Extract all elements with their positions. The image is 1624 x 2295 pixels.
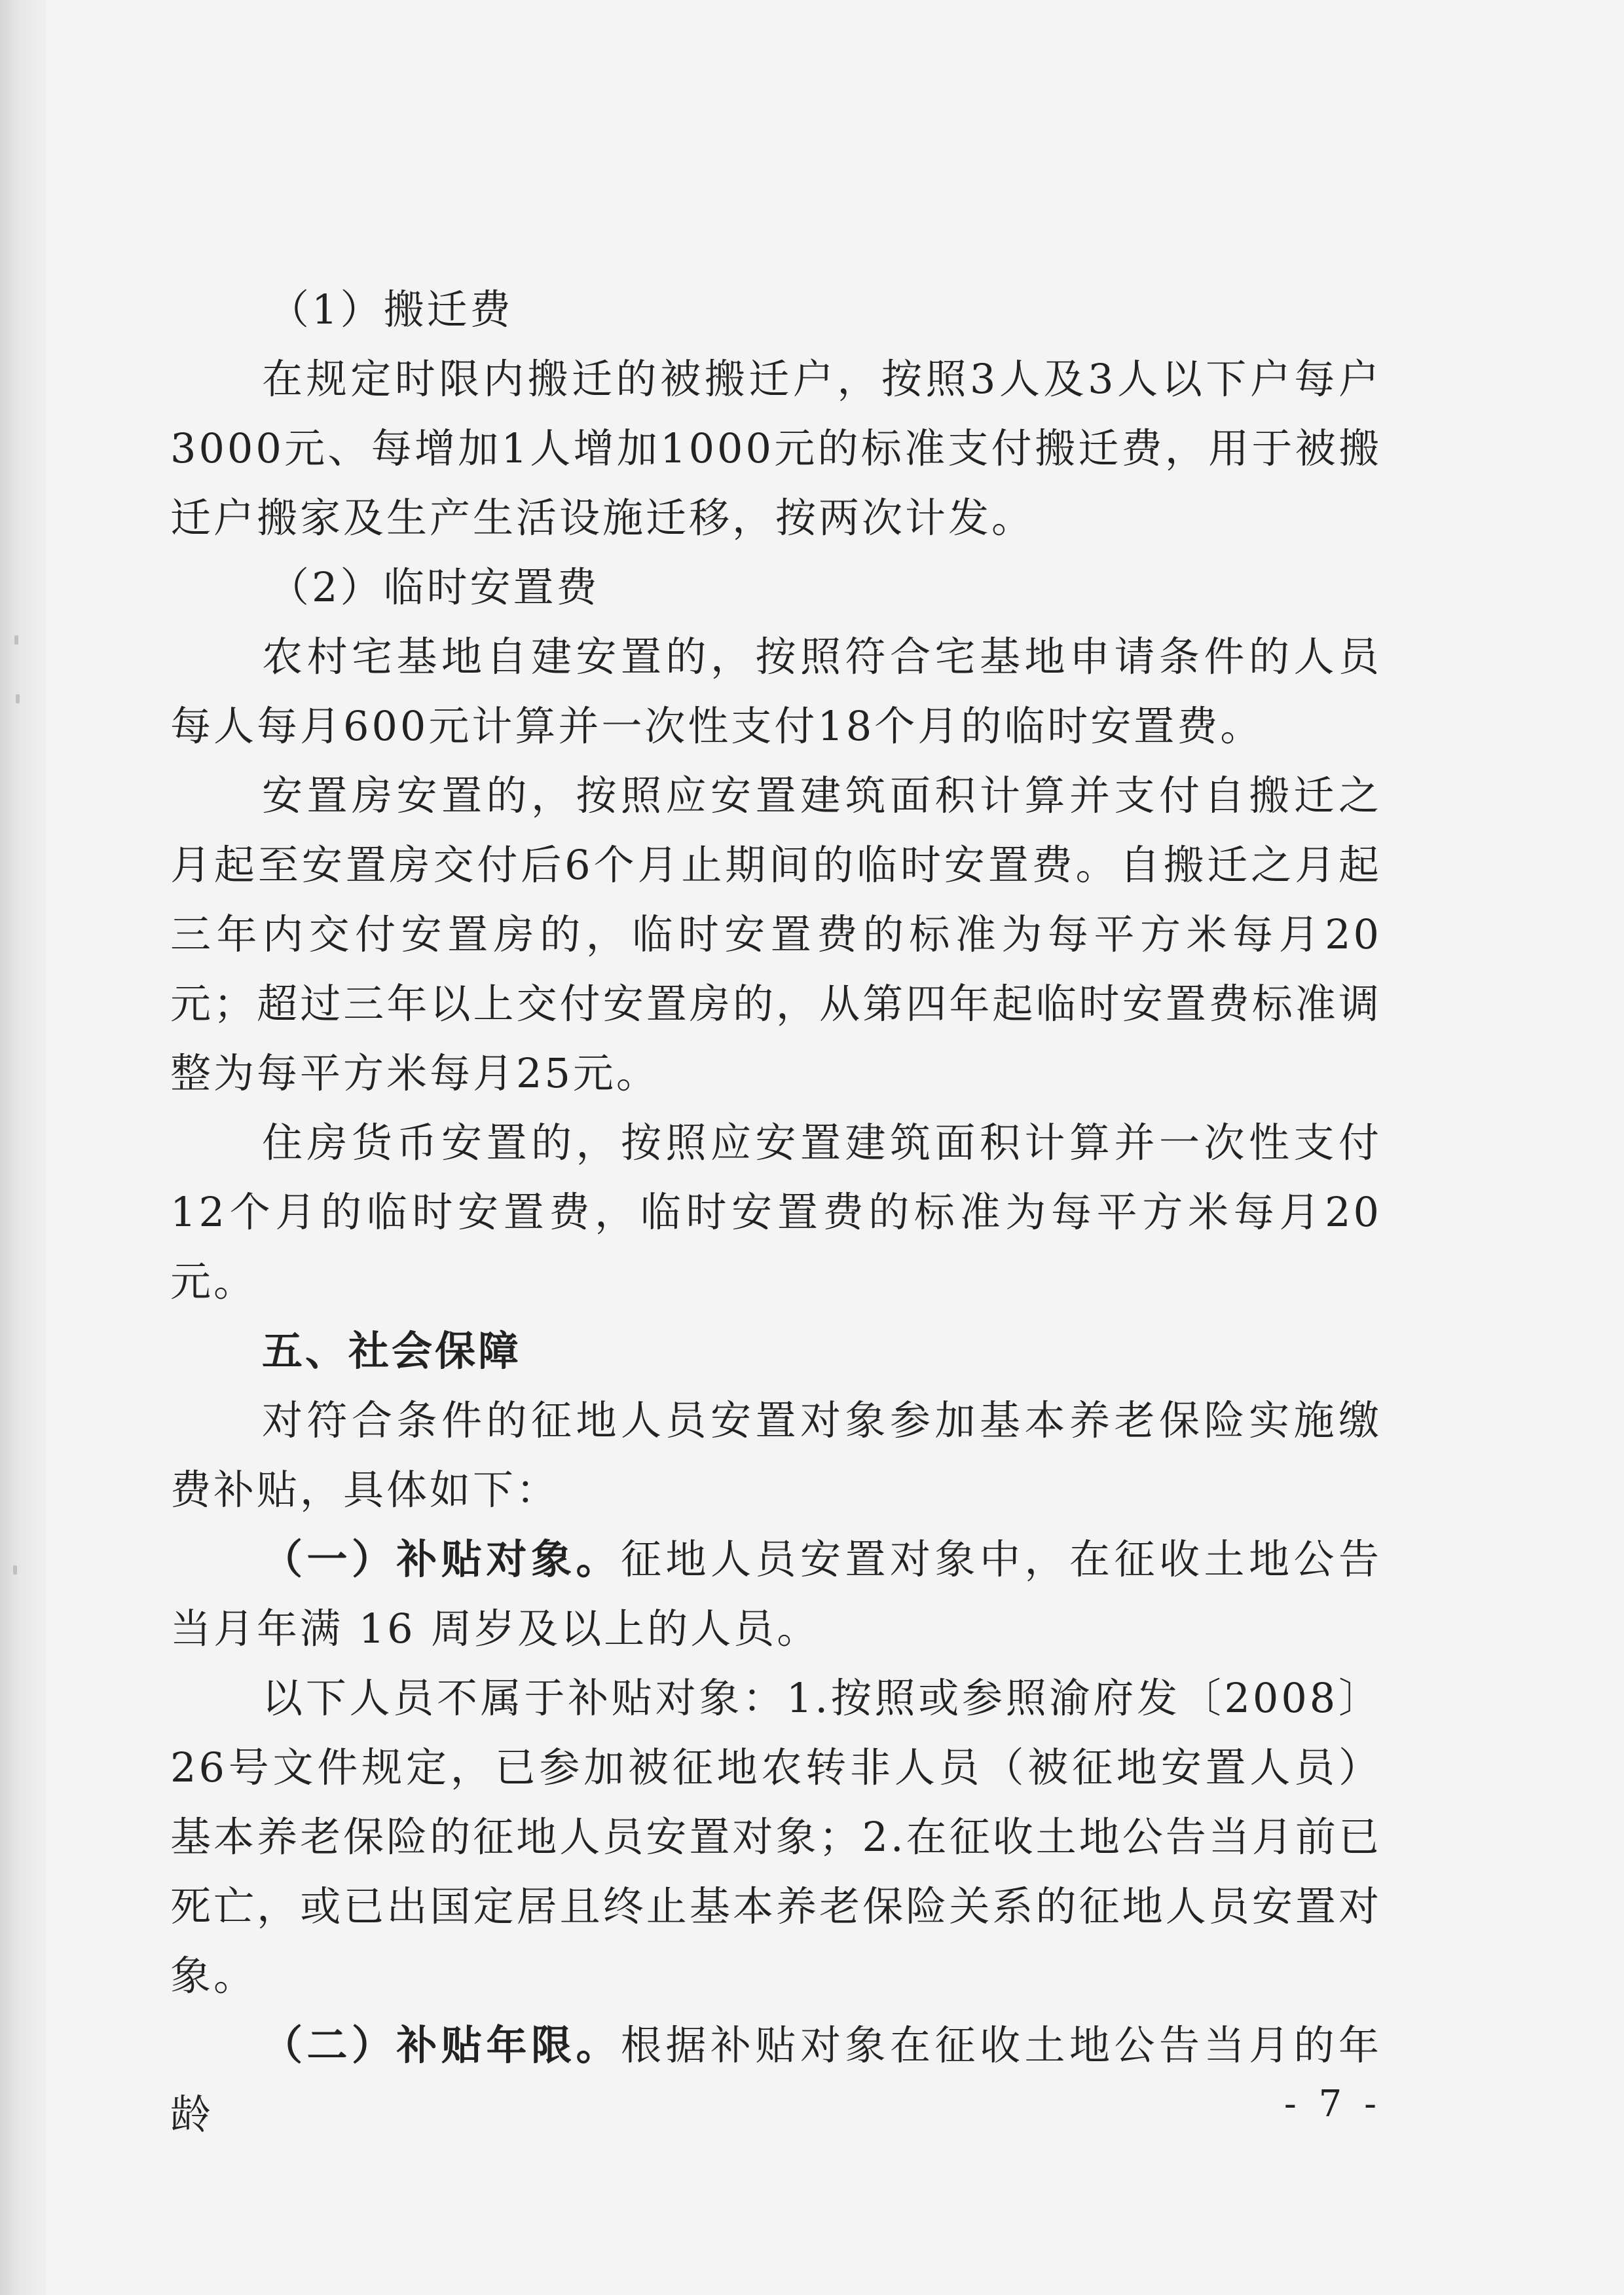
paragraph-monetary-resettlement: 住房货币安置的，按照应安置建筑面积计算并一次性支付12个月的临时安置费，临时安置费的标准为每平方米每月20元。 (170, 1119, 1382, 1305)
paragraph-subsidy-target (170, 1525, 1382, 1664)
paragraph-subsidy-period (170, 2011, 1382, 2150)
paragraph-relocation-fee: 在规定时限内搬迁的被搬迁户，按照3人及3人以下户每户3000元、每增加1人增加1000元的标准支付搬迁费，用于被搬迁户搬家及生产生活设施迁移，按两次计发。 (170, 355, 1382, 542)
text-subsidy-period: 根据补贴对象在征收土地公告当月的年龄 (170, 2021, 1382, 2138)
label-subsidy-target: （一）补贴对象。 (262, 1535, 621, 1583)
paragraph-homestead-resettlement: 农村宅基地自建安置的，按照符合宅基地申请条件的人员每人每月600元计算并一次性支付18个月的临时安置费。 (170, 633, 1382, 750)
section-heading-social-security: 五、社会保障 (262, 1327, 522, 1375)
text-subsidy-target: 征地人员安置对象中，在征收土地公告当月年满 16 周岁及以上的人员。 (170, 1535, 1382, 1652)
scan-edge-shadow (0, 0, 46, 2295)
label-subsidy-period: （二）补贴年限。 (262, 2021, 621, 2069)
paragraph-housing-resettlement: 安置房安置的，按照应安置建筑面积计算并支付自搬迁之月起至安置房交付后6个月止期间的临时安置费。自搬迁之月起三年内交付安置房的，临时安置费的标准为每平方米每月20元；超过三年以上交付安置房的，从第四年起临时安置费标准调整为每平方米每月25元。 (170, 772, 1382, 1097)
paragraph-insurance-subsidy: 对符合条件的征地人员安置对象参加基本养老保险实施缴费补贴，具体如下： (170, 1396, 1382, 1514)
subheading-temporary-resettlement-fee: （2）临时安置费 (268, 563, 600, 611)
scan-speck (16, 694, 20, 703)
subheading-relocation-fee: （1）搬迁费 (268, 286, 513, 333)
scan-speck (13, 1565, 17, 1575)
document-body (170, 275, 1382, 2150)
paragraph-excluded-persons: 以下人员不属于补贴对象：1.按照或参照渝府发〔2008〕26号文件规定，已参加被征地农转非人员（被征地安置人员）基本养老保险的征地人员安置对象；2.在征收土地公告当月前已死亡，或已出国定居且终止基本养老保险关系的征地人员安置对象。 (170, 1674, 1382, 2000)
scan-speck (14, 635, 18, 644)
page-number: - 7 - (1283, 2083, 1382, 2125)
